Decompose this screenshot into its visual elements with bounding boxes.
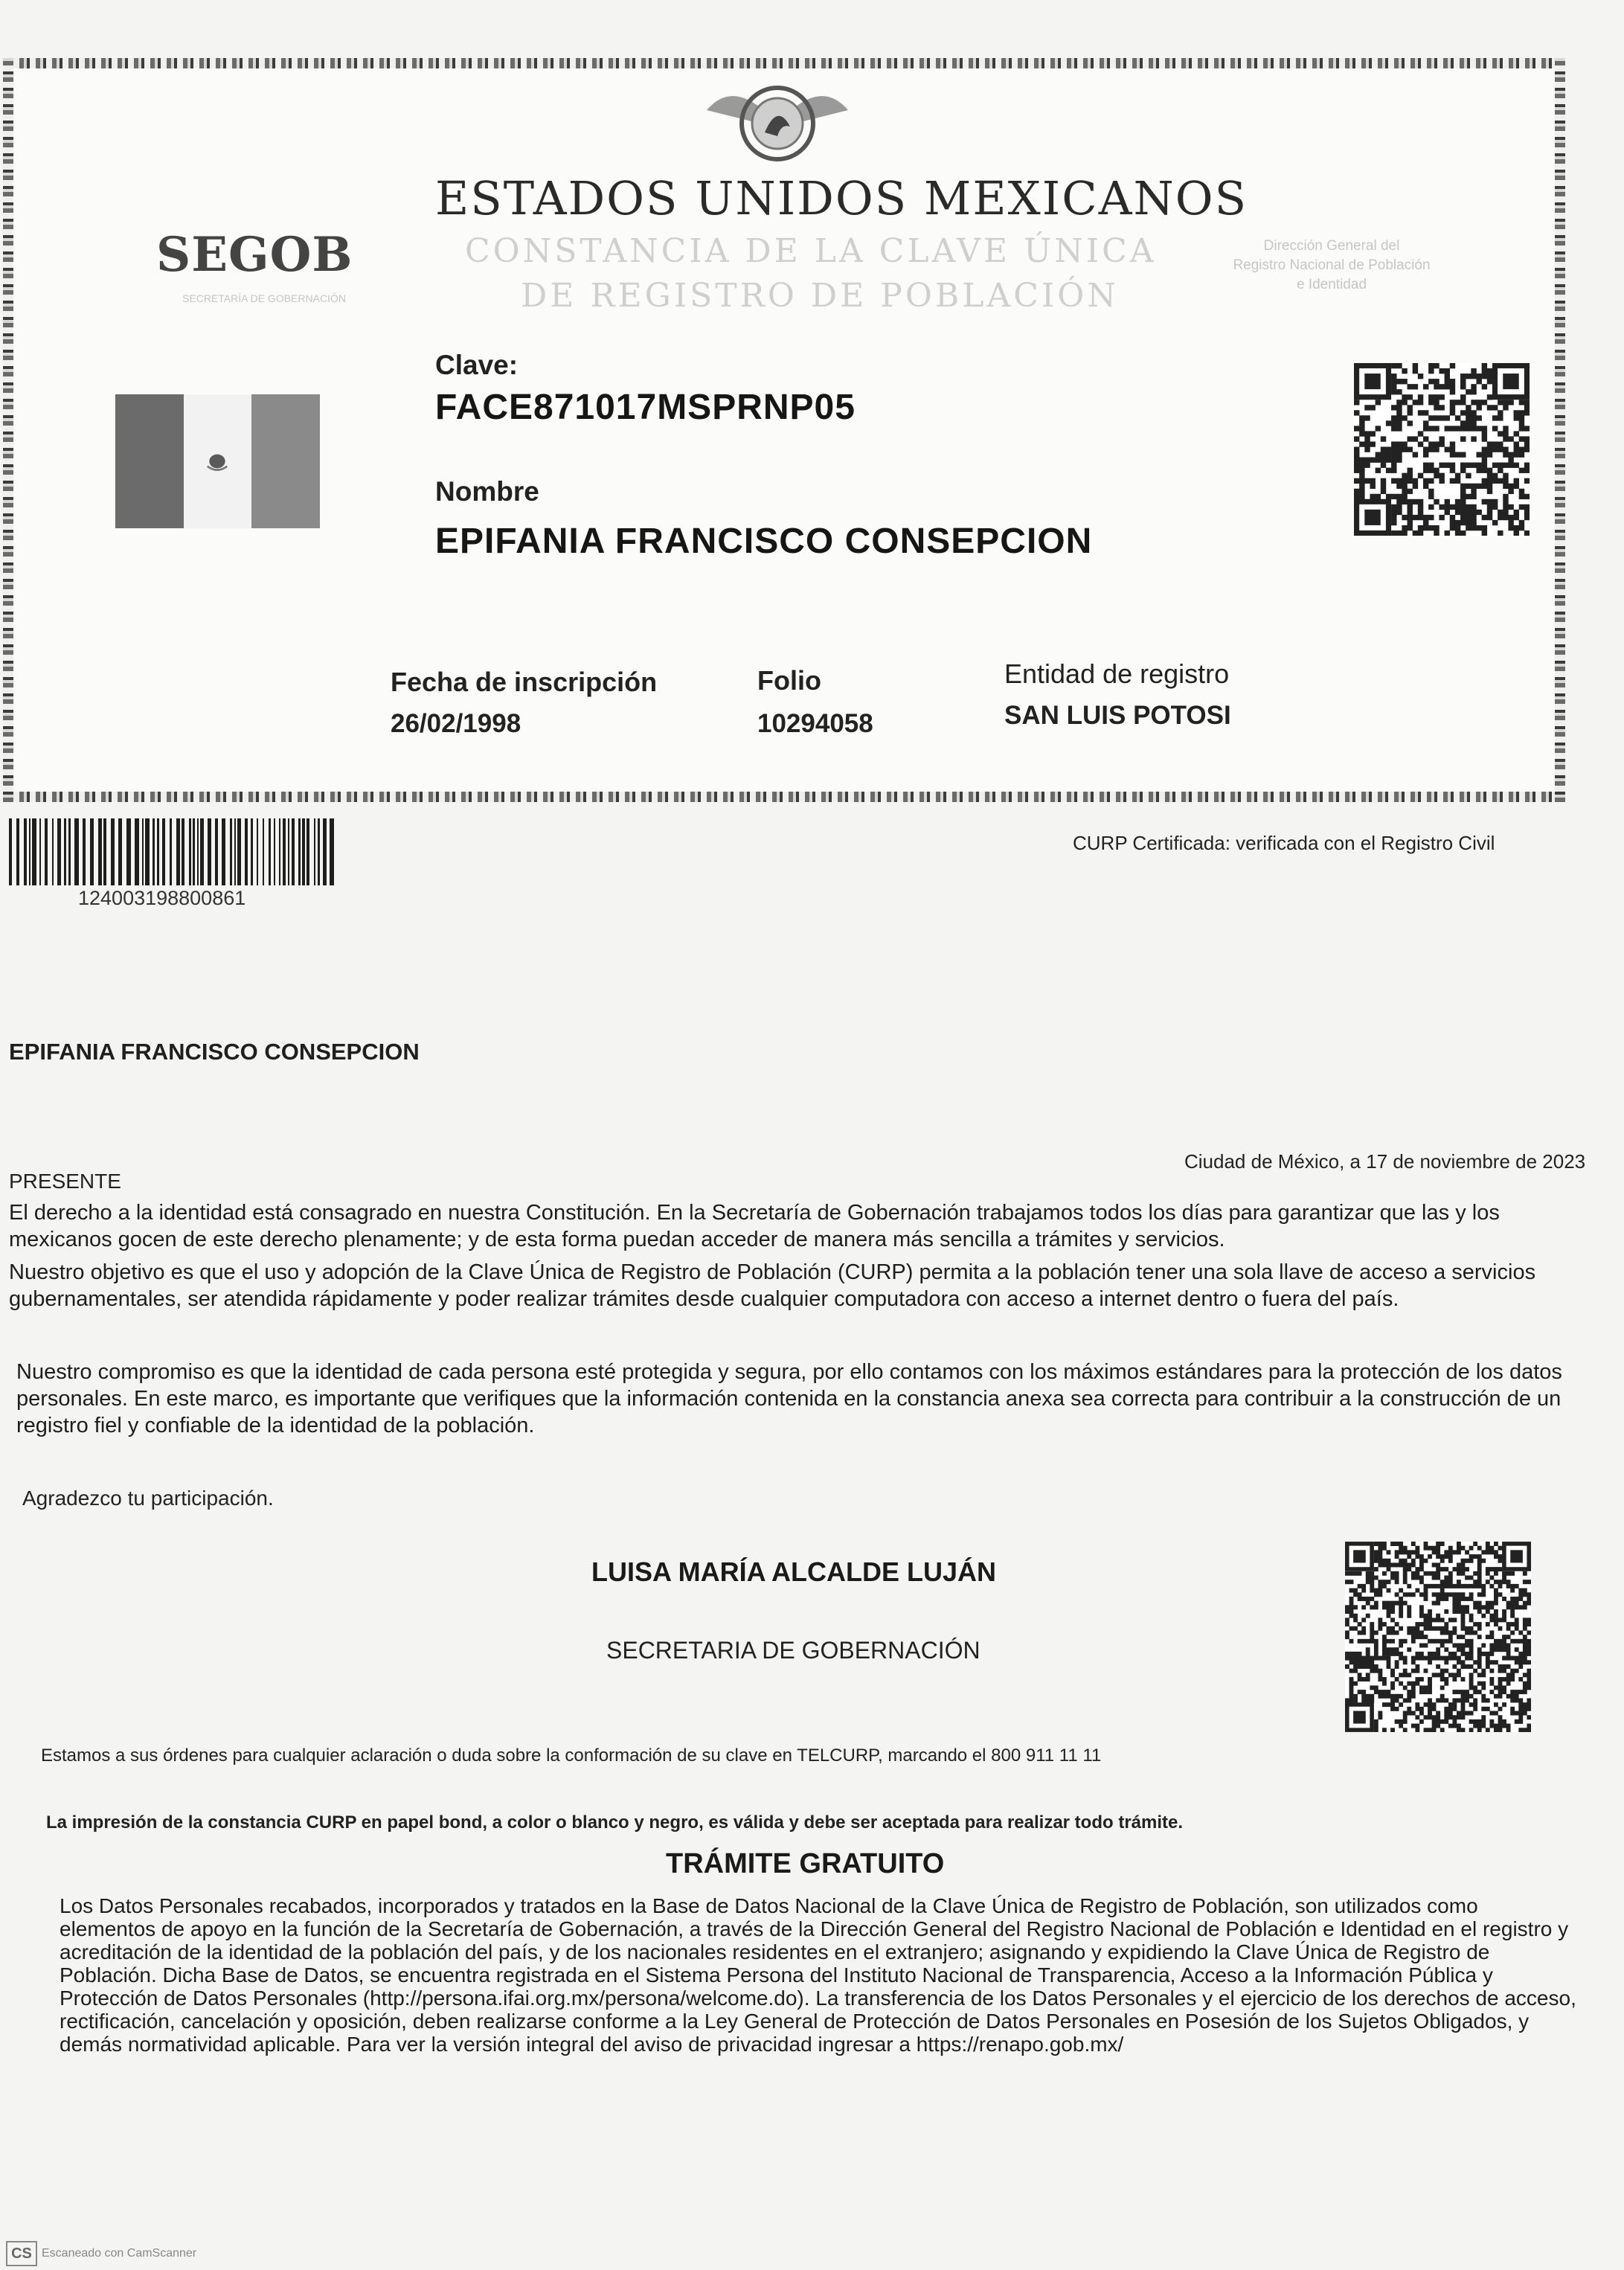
print-validity-note: La impresión de la constancia CURP en papel bond, a color o blanco y negro, es válida y debe ser aceptada para realizar todo trámite. xyxy=(46,1812,1184,1833)
curp-certified-note: CURP Certificada: verificada con el Registro Civil xyxy=(1073,832,1495,854)
clave-value: FACE871017MSPRNP05 xyxy=(435,388,856,427)
doc-title-line1: CONSTANCIA DE LA CLAVE ÚNICA xyxy=(465,232,1157,270)
rnp-line2: Registro Nacional de Población xyxy=(1233,257,1431,273)
telcurp-contact: Estamos a sus órdenes para cualquier aclaración o duda sobre la conformación de su clave en TELCURP, marcando el 800 911 11 11 xyxy=(41,1745,1102,1766)
letter-paragraph-2: Nuestro objetivo es que el uso y adopción de la Clave Única de Registro de Población (CURP) permita a la población tener una sola llave de acceso a servicios gubernamentales, ser atendida rápidamente y poder realizar trámites desde cualquier computadora con acceso a internet dentro o fuera del país. xyxy=(9,1260,1536,1311)
national-seal-icon xyxy=(707,80,848,170)
flag-stripe-right xyxy=(251,394,320,528)
signer-title: SECRETARIA DE GOBERNACIÓN xyxy=(606,1637,981,1664)
nombre-value: EPIFANIA FRANCISCO CONSEPCION xyxy=(435,522,1093,561)
fecha-value: 26/02/1998 xyxy=(391,709,521,738)
clave-label: Clave: xyxy=(435,350,519,380)
segob-logo: SEGOB xyxy=(156,227,353,283)
flag-stripe-center xyxy=(184,394,252,528)
flag-stripe-left xyxy=(115,394,184,528)
border-left xyxy=(3,58,13,802)
letter-place-date: Ciudad de México, a 17 de noviembre de 2023 xyxy=(1184,1150,1586,1173)
scanner-badge: CS xyxy=(6,2241,37,2266)
barcode xyxy=(9,818,336,885)
entidad-label: Entidad de registro xyxy=(1004,658,1230,689)
flag-eagle-icon xyxy=(195,439,240,484)
letter-salutation: PRESENTE xyxy=(9,1170,121,1193)
border-right xyxy=(1555,58,1565,802)
rnp-line1: Dirección General del xyxy=(1263,238,1400,254)
signer-name: LUISA MARÍA ALCALDE LUJÁN xyxy=(591,1556,996,1587)
letter-paragraph-1: El derecho a la identidad está consagrado en nuestra Constitución. En la Secretaría de Gobernación trabajamos todos los días para garantizar que las y los mexicanos gocen de este derecho plenamente; y de esta forma puedan acceder de manera más sencilla a trámites y servicios. xyxy=(9,1201,1500,1251)
country-title: ESTADOS UNIDOS MEXICANOS xyxy=(435,171,1248,225)
folio-label: Folio xyxy=(757,665,821,696)
mexican-flag xyxy=(115,394,320,528)
rnp-faint-text xyxy=(1161,237,1503,295)
border-top xyxy=(3,58,1565,68)
fecha-label: Fecha de inscripción xyxy=(391,667,658,697)
letter-closing: Agradezco tu participación. xyxy=(22,1487,274,1510)
nombre-label: Nombre xyxy=(435,476,539,507)
letter-qr-code xyxy=(1345,1542,1531,1732)
letter-recipient: EPIFANIA FRANCISCO CONSEPCION xyxy=(9,1039,420,1065)
barcode-number: 124003198800861 xyxy=(78,887,246,909)
border-bottom xyxy=(3,792,1565,802)
rnp-line3: e Identidad xyxy=(1296,277,1367,292)
segob-subtitle: SECRETARÍA DE GOBERNACIÓN xyxy=(182,292,346,304)
privacy-notice: Los Datos Personales recabados, incorporados y tratados en la Base de Datos Nacional de la Clave Única de Registro de Población, son utilizados como elementos de apoyo en la función de la Secretaría de Gobernación, a través de la Dirección General del Registro Nacional de Población e Identidad en el registro y acreditación de la identidad de la población del país, y de los nacionales residentes en el extranjero; asignando y expidiendo la Clave Única de Registro de Población. Dicha Base de Datos, se encuentra registrada en el Sistema Persona del Instituto Nacional de Transparencia, Acceso a la Información Pública y Protección de Datos Personales (http://persona.ifai.org.mx/persona/welcome.do). La transferencia de los Datos Personales y el ejercicio de los derechos de acceso, rectificación, cancelación y oposición, deben realizarse conforme a la Ley General de Protección de Datos Personales en Posesión de los Sujetos Obligados, y demás normatividad aplicable. Para ver la versión integral del aviso de privacidad ingresar a https://renapo.gob.mx/ xyxy=(60,1894,1576,2056)
scanner-watermark: Escaneado con CamScanner xyxy=(42,2247,197,2260)
tramite-gratuito: TRÁMITE GRATUITO xyxy=(666,1848,945,1879)
folio-value: 10294058 xyxy=(757,709,873,738)
certificate-qr-code xyxy=(1354,363,1530,536)
entidad-value: SAN LUIS POTOSI xyxy=(1004,701,1231,730)
doc-title-line2: DE REGISTRO DE POBLACIÓN xyxy=(521,277,1119,315)
letter-paragraph-3: Nuestro compromiso es que la identidad de cada persona esté protegida y segura, por ello contamos con los máximos estándares para la protección de los datos personales. En este marco, es importante que verifiques que la información contenida en la constancia anexa sea correcta para contribuir a la construcción de un registro fiel y confiable de la identidad de la población. xyxy=(16,1360,1562,1437)
